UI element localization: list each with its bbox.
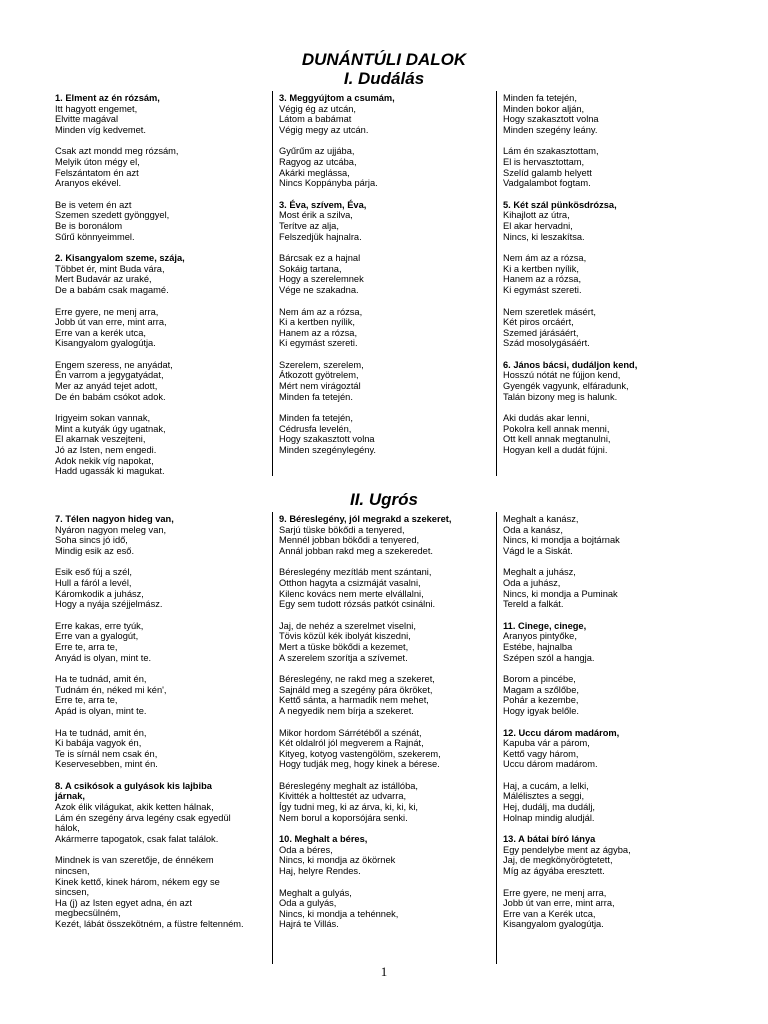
verse-line: Keservesebben, mint én. [55,759,158,770]
song-heading: 6. János bácsi, dudáljon kend, [503,359,638,370]
verse-line: Jaj, de nehéz a szerelmet viselni, [279,620,416,631]
section1-column-2 [279,93,492,456]
verse-line: Borom a pincébe, [503,674,576,685]
verse-line: sincsen, [55,887,90,898]
section-title-ugros: II. Ugrós [349,490,418,509]
verse-line: Erre te, arra te, [55,695,118,706]
verse-line: Magam a szőlőbe, [503,684,579,695]
song-heading: 1. Elment az én rózsám, [55,93,160,103]
verse-line: Mért nem virágoztál [279,381,361,392]
verse-line: Oda a gulyás, [279,898,337,909]
song-heading: 9. Béreslegény, jól megrakd a szekeret, [279,514,452,524]
stanza-gap [55,189,268,200]
verse-line: Hogy szakasztott volna [503,114,599,125]
verse-line: Kettő sánta, a harmadik nem mehet, [279,695,429,706]
verse-line: Béreslegény mezítláb ment szántani, [279,567,432,578]
verse-line: Átkozott gyötrelem, [279,370,359,381]
section1-column-1 [55,93,268,477]
verse-line: Lám én szakasztottam, [503,146,599,157]
verse-line: Lám én szegény árva legény csak egyedül [55,812,231,823]
verse-line: Én varrom a jegygatyádat, [55,370,164,381]
verse-line: Itt hagyott engemet, [55,103,138,114]
verse-line: Azok élik világukat, akik ketten hálnak, [55,802,214,813]
verse-line: Nem ám az a rózsa, [503,253,587,264]
verse-line: Apád is olyan, mint te. [55,705,147,716]
page-number: 1 [380,964,388,979]
song-heading: 7. Télen nagyon hideg van, [55,514,174,524]
verse-line: Erre gyere, ne menj arra, [503,887,607,898]
stanza-gap [55,349,268,360]
song-heading: járnak, [55,791,85,802]
stanza-gap [279,349,492,360]
stanza-gap [55,242,268,253]
verse-line: Hogy tudják meg, hogy kinek a bérese. [279,759,440,770]
verse-line: Holnap mindig aludjál. [503,812,595,823]
verse-line: Minden fa tetején, [503,93,577,103]
verse-line: Mindig esik az eső. [55,545,135,556]
verse-line: Minden fa tetején. [279,391,353,402]
verse-line: Hadd ugassák ki magukat. [55,466,165,477]
verse-line: Hull a fáról a levél, [55,577,132,588]
verse-line: Jobb út van erre, mint arra, [503,898,615,909]
section-title-dudalas: I. Dudálás [343,69,425,88]
verse-line: Mert a tüske bökődi a kezemet, [279,641,409,652]
stanza-gap [55,663,268,674]
verse-line: Nincs, ki mondja az ökörnek [279,855,396,866]
verse-line: Hogy a nyája széjjelmász. [55,599,163,610]
verse-line: Hogyan kell a dudát fújni. [503,445,608,456]
verse-line: Nincs, ki mondja a bojtárnak [503,535,620,546]
verse-line: Sűrű könnyeimmel. [55,231,135,242]
verse-line: Melyik úton mégy el, [55,156,140,167]
verse-line: Nincs Koppányba párja. [279,178,378,189]
verse-line: Ki babája vagyok én, [55,738,142,749]
verse-line: Aranyos ekével. [55,178,122,189]
verse-line: Nem borul a koporsójára senki. [279,812,408,823]
verse-line: Kivitték a holttestét az udvarra, [279,791,407,802]
verse-line: Esik eső fúj a szél, [55,567,132,578]
verse-line: Mennél jobban bökődi a tenyered, [279,535,420,546]
stanza-gap [55,556,268,567]
verse-line: Soha sincs jó idő, [55,535,128,546]
stanza-gap [55,844,268,855]
verse-line: Erre van a kerék utca, [55,327,146,338]
stanza-gap [55,610,268,621]
stanza-gap [503,610,716,621]
verse-line: Végig megy az utcán. [279,124,369,135]
verse-line: Béreslegény meghalt az istállóba, [279,780,419,791]
verse-line: Elvitte magával [55,114,119,125]
verse-line: Mint a kutyák úgy ugatnak, [55,423,166,434]
verse-line: Málélisztes a seggi, [503,791,585,802]
song-heading: 8. A csikósok a gulyások kis lajbiba [55,780,212,791]
verse-line: Bárcsak ez a hajnal [279,253,361,264]
verse-line: Aranyos pintyőke, [503,631,577,642]
verse-line: Béreslegény, ne rakd meg a szekeret, [279,674,435,685]
verse-line: Gyengék vagyunk, elfáradunk, [503,381,629,392]
stanza-gap [279,663,492,674]
verse-line: Be is vetem én azt [55,199,132,210]
verse-line: Nincs, ki leszakítsa. [503,231,585,242]
verse-line: Csak azt mondd meg rózsám, [55,146,179,157]
verse-line: Erre gyere, ne menj arra, [55,306,159,317]
verse-line: Oda a kanász, [503,524,563,535]
stanza-gap [279,189,492,200]
verse-line: Egy sem tudott rózsás patkót csinálni. [279,599,436,610]
column-divider [496,91,497,476]
verse-line: Szerelem, szerelem, [279,359,364,370]
verse-line: Vége ne szakadna. [279,284,359,295]
stanza-gap [503,402,716,413]
verse-line: Minden szegénylegény. [279,445,376,456]
verse-line: Otthon hagyta a csizmáját vasalni, [279,577,421,588]
verse-line: Kisangyalom gyalogútja. [55,338,156,349]
verse-line: Nincs, ki mondja a tehénnek, [279,908,399,919]
stanza-gap [279,823,492,834]
verse-line: Ha te tudnád, amit én, [55,727,147,738]
verse-line: Sajnáld meg a szegény pára ökröket, [279,684,433,695]
stanza-gap [55,296,268,307]
verse-line: Kinek kettő, kinek három, nékem egy se [55,876,220,887]
stanza-gap [279,877,492,888]
song-heading: 5. Két szál pünkösdrózsa, [503,199,617,210]
verse-line: Be is boronálom [55,220,123,231]
verse-line: Haj, helyre Rendes. [279,866,361,877]
verse-line: Szemen szedett gyönggyel, [55,210,170,221]
verse-line: El akar hervadni, [503,220,573,231]
verse-line: Haj, a cucám, a lelki, [503,780,589,791]
stanza-gap [503,823,716,834]
verse-line: Ragyog az utcába, [279,156,357,167]
verse-line: Nem ám az a rózsa, [279,306,363,317]
verse-line: Oda a béres, [279,844,333,855]
verse-line: Ha (j) az Isten egyet adna, én azt [55,897,192,908]
verse-line: Mert Budavár az uraké, [55,274,152,285]
verse-line: Tereld a falkát. [503,599,564,610]
verse-line: Szemed járásáért, [503,327,579,338]
document-title: DUNÁNTÚLI DALOK [301,50,467,69]
verse-line: Egy pendelybe ment az ágyba, [503,844,631,855]
verse-line: Míg az ágyába eresztett. [503,866,605,877]
verse-line: Anyád is olyan, mint te. [55,652,152,663]
section2-column-1 [55,514,268,930]
verse-line: Hosszú nótát ne fújjon kend, [503,370,621,381]
section2-column-3 [503,514,716,930]
verse-line: Oda a juhász, [503,577,561,588]
verse-line: De a babám csak magamé. [55,284,169,295]
verse-line: Engem szeress, ne anyádat, [55,359,173,370]
verse-line: Pohár a kezembe, [503,695,579,706]
stanza-gap [279,402,492,413]
verse-line: Két piros orcáért, [503,317,574,328]
verse-line: Nyáron nagyon meleg van, [55,524,167,535]
verse-line: Uccu dárom madárom. [503,759,598,770]
verse-line: Jobb út van erre, mint arra, [55,317,167,328]
song-heading: 12. Uccu dárom madárom, [503,727,620,738]
verse-line: Pokolra kell annak menni, [503,423,610,434]
stanza-gap [503,296,716,307]
stanza-gap [503,663,716,674]
verse-line: Minden fa tetején, [279,413,353,424]
verse-line: Felszántatom én azt [55,167,139,178]
song-heading: 2. Kisangyalom szeme, szája, [55,253,185,264]
verse-line: A szerelem szorítja a szívemet. [279,652,408,663]
song-heading: 13. A bátai bíró lánya [503,834,596,845]
verse-line: Most érik a szilva, [279,210,353,221]
verse-line: Minden szegény leány. [503,124,598,135]
verse-line: Sokáig tartana, [279,263,342,274]
verse-line: Hanem az a rózsa, [503,274,582,285]
verse-line: Estébe, hajnalba [503,641,573,652]
verse-line: Sarjú tüske bökődi a tenyered, [279,524,405,535]
verse-line: Nincs, ki mondja a Puminak [503,588,618,599]
verse-line: Adok nekik víg napokat, [55,455,154,466]
verse-line: Hej, dudálj, ma dudálj, [503,802,595,813]
stanza-gap [279,770,492,781]
verse-line: Kapuba vár a párom, [503,738,590,749]
verse-line: Két oldalról jól megverem a Rajnát, [279,738,424,749]
stanza-gap [55,135,268,146]
verse-line: Irigyeim sokan vannak, [55,413,151,424]
stanza-gap [503,135,716,146]
stanza-gap [55,717,268,728]
verse-line: Káromkodik a juhász, [55,588,144,599]
verse-line: Minden bokor alján, [503,103,585,114]
verse-line: hálok, [55,823,80,834]
verse-line: Szád mosolygásáért. [503,338,590,349]
verse-line: nincsen, [55,866,90,877]
verse-line: Ki egymást szereti. [503,284,582,295]
verse-line: Ki egymást szereti. [279,338,358,349]
column-divider [272,512,273,964]
verse-line: Végig ég az utcán, [279,103,357,114]
verse-line: Látom a babámat [279,114,352,125]
verse-line: Annál jobban rakd meg a szekeredet. [279,545,434,556]
verse-line: Mikor hordom Sárrétéből a szénát, [279,727,422,738]
stanza-gap [55,770,268,781]
stanza-gap [503,189,716,200]
verse-line: Tövis közül kék ibolyát kiszedni, [279,631,411,642]
verse-line: Ott kell annak megtanulni, [503,434,611,445]
stanza-gap [503,770,716,781]
verse-line: Ki a kertben nyílik, [503,263,579,274]
verse-line: Gyűrűm az ujjába, [279,146,355,157]
verse-line: Erre te, arra te, [55,641,118,652]
verse-line: El is hervasztottam, [503,156,585,167]
verse-line: megbecsülném, [55,908,121,919]
verse-line: Kezét, lábát összekötném, a füstre feltenném. [55,919,244,929]
song-heading: 10. Meghalt a béres, [279,834,368,845]
stanza-gap [279,242,492,253]
stanza-gap [503,717,716,728]
stanza-gap [279,135,492,146]
verse-line: Kityeg, kotyog vastengölöm, szekerem, [279,748,441,759]
stanza-gap [503,242,716,253]
verse-line: Hanem az a rózsa, [279,327,358,338]
song-heading: 3. Meggyújtom a csumám, [279,93,395,103]
verse-line: Hogy szakasztott volna [279,434,375,445]
verse-line: Talán bizony meg is halunk. [503,391,618,402]
verse-line: Mindnek is van szeretője, de énnékem [55,855,214,866]
stanza-gap [503,877,716,888]
verse-line: Aki dudás akar lenni, [503,413,590,424]
verse-line: Erre van a Kerék utca, [503,908,596,919]
stanza-gap [279,556,492,567]
verse-line: El akarnak veszejteni, [55,434,146,445]
section2-column-2 [279,514,492,930]
verse-line: Kihajlott az útra, [503,210,570,221]
song-heading: 11. Cinege, cinege, [503,620,587,631]
verse-line: Hogy igyak belőle. [503,705,579,716]
song-heading: 3. Éva, szívem, Éva, [279,199,367,210]
verse-line: Felszedjük hajnalra. [279,231,362,242]
verse-line: Hajrá te Villás. [279,919,339,930]
column-divider [272,91,273,476]
verse-line: Erre kakas, erre tyúk, [55,620,144,631]
verse-line: Ki a kertben nyílik, [279,317,355,328]
verse-line: Meghalt a gulyás, [279,887,352,898]
verse-line: Terítve az alja, [279,220,339,231]
verse-line: Nem szeretlek másért, [503,306,596,317]
verse-line: Jaj, de megkönyörögtetett, [503,855,613,866]
stanza-gap [55,402,268,413]
verse-line: A negyedik nem bírja a szekeret. [279,705,414,716]
verse-line: Cédrusfa levelén, [279,423,352,434]
verse-line: Hogy a szerelemnek [279,274,364,285]
stanza-gap [503,349,716,360]
verse-line: Szépen szól a hangja. [503,652,595,663]
verse-line: Meghalt a kanász, [503,514,579,524]
verse-line: Szelíd galamb helyett [503,167,592,178]
verse-line: Jó az Isten, nem engedi. [55,445,157,456]
verse-line: Erre van a gyalogút, [55,631,139,642]
stanza-gap [503,556,716,567]
verse-line: Tudnám én, néked mi kén', [55,684,167,695]
verse-line: Vadgalambot fogtam. [503,178,591,189]
verse-line: Többet ér, mint Buda vára, [55,263,165,274]
section1-column-3 [503,93,716,456]
stanza-gap [279,610,492,621]
verse-line: Akármerre tapogatok, csak falat találok. [55,833,219,844]
stanza-gap [279,717,492,728]
column-divider [496,512,497,964]
verse-line: Így tudni meg, ki az árva, ki, ki, ki, [279,802,418,813]
verse-line: Te is sírnál nem csak én, [55,748,158,759]
verse-line: Vágd le a Siskát. [503,545,573,556]
verse-line: Ha te tudnád, amit én, [55,674,147,685]
verse-line: Kisangyalom gyalogútja. [503,919,604,930]
verse-line: Minden víg kedvemet. [55,124,146,135]
verse-line: Akárki meglássa, [279,167,350,178]
stanza-gap [279,296,492,307]
verse-line: Kilenc kovács nem merte elvállalni, [279,588,424,599]
verse-line: Mer az anyád tejet adott, [55,381,158,392]
verse-line: Kettő vagy három, [503,748,579,759]
verse-line: Meghalt a juhász, [503,567,576,578]
verse-line: De én babám csókot adok. [55,391,166,402]
